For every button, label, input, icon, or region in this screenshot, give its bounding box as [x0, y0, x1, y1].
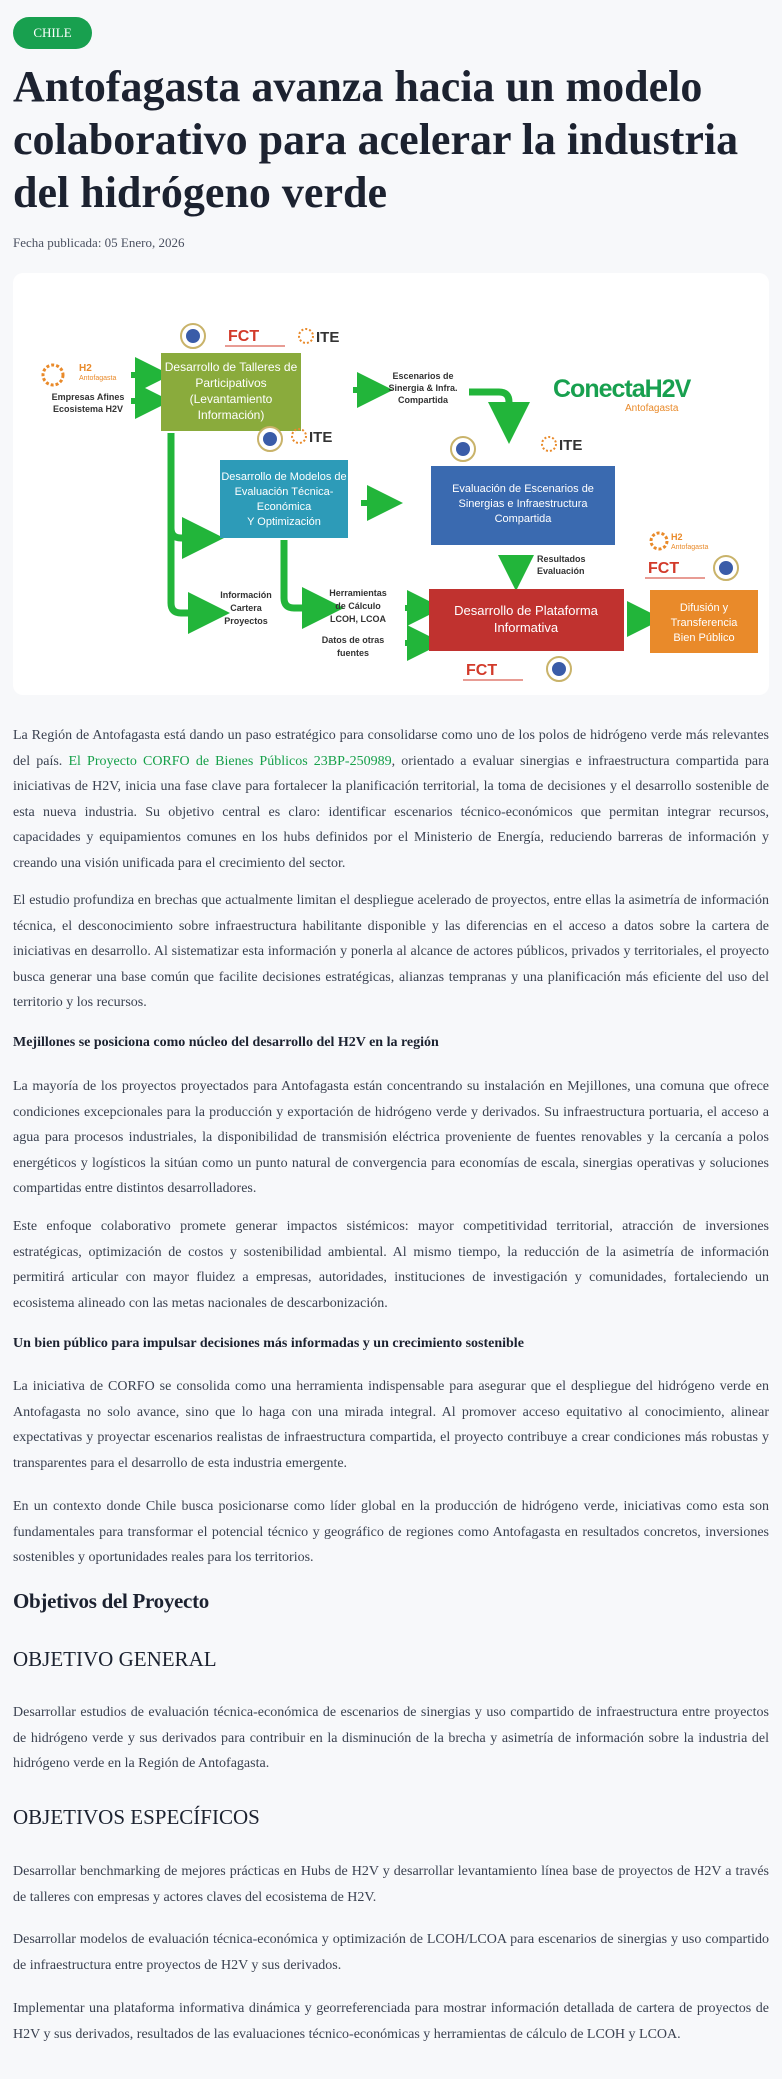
box-talleres — [161, 353, 301, 431]
h2-logo-text: H2 — [79, 363, 92, 374]
herramientas-label-3: LCOH, LCOA — [330, 614, 386, 624]
subheading-bien-publico: Un bien público para impulsar decisiones más informadas y un crecimiento sostenible — [13, 1336, 524, 1351]
svg-text:Económica: Económica — [256, 501, 312, 513]
arrow-talleres-to-info — [171, 433, 203, 538]
datos-label-1: Datos de otras — [321, 635, 385, 645]
paragraph-1 — [13, 723, 769, 876]
svg-text:FCT: FCT — [228, 328, 260, 345]
svg-text:Transferencia: Transferencia — [670, 617, 738, 629]
specific-objective-3: Implementar una plataforma informativa dinámica y georreferenciada para mostrar información detallada de cartera de proyectos de H2V y sus derivados, resultados de las evaluaciones técnico-económicas y herramientas de cálculo de LCOH y LCOA. — [13, 2001, 769, 2042]
svg-text:Participativos: Participativos — [195, 376, 267, 390]
objectives-heading: Objetivos del Proyecto — [13, 1589, 209, 1613]
svg-text:Y Optimización: Y Optimización — [247, 516, 321, 528]
herramientas-label-1: Herramientas — [329, 588, 387, 598]
paragraph-1-rest: , orientado a evaluar sinergias e infraestructura compartida para iniciativas de H2V, inicia una fase clave para fortalecer la planificación territorial, la toma de decisiones y el desarrollo sostenible de esta nueva industria. Su objetivo central es claro: identificar escenarios técnico-económicos que permitan integrar recursos, capacidades y equipamientos comunes en los hubs definidos por el Ministerio de Energía, reduciendo barreras de información y creando una visión unificada para el crecimiento del sector. — [13, 753, 770, 871]
h2-antofagasta-logo-right — [651, 532, 708, 551]
info-label-2: Cartera — [230, 603, 262, 613]
ite-logo-3 — [542, 437, 582, 454]
arrow-escenarios-to-evaluacion — [469, 392, 509, 423]
univ-seal-icon-3 — [451, 437, 475, 461]
arrow-talleres-down — [171, 433, 209, 613]
escenarios-label-1: Escenarios de — [392, 371, 454, 381]
publish-date: Fecha publicada: 05 Enero, 2026 — [13, 235, 185, 250]
svg-text:Compartida: Compartida — [494, 513, 552, 525]
paragraph-3: La mayoría de los proyectos proyectados para Antofagasta están concentrando su instalación en Mejillones, una comuna que ofrece condiciones excepcionales para la producción y exportación de hidrógeno verde y derivados. Su infraestructura portuaria, el acceso a agua para procesos industriales, la disponibilidad de transmisión eléctrica proveniente de fuentes renovables y la cercanía a polos energéticos y logísticos la sitúan como un punto natural de convergencia para economías de escala, sinergias operativas y soluciones compartidas entre distintos desarrolladores. — [13, 1079, 769, 1196]
diagram-svg — [13, 273, 769, 695]
info-label-3: Proyectos — [224, 616, 268, 626]
univ-seal-icon-2 — [258, 427, 282, 451]
box-plataforma — [429, 589, 624, 651]
svg-text:ConectaH2V: ConectaH2V — [553, 375, 691, 403]
svg-text:Antofagasta: Antofagasta — [671, 544, 709, 551]
svg-text:ITE: ITE — [309, 429, 333, 446]
svg-text:Antofagasta: Antofagasta — [625, 403, 679, 414]
escenarios-label-2: Sinergia & Infra. — [388, 383, 458, 393]
svg-text:Informativa: Informativa — [493, 620, 559, 635]
svg-text:Evaluación Técnica-: Evaluación Técnica- — [234, 486, 334, 498]
fct-logo-3 — [645, 560, 705, 578]
svg-text:Difusión y: Difusión y — [679, 602, 729, 614]
svg-text:Desarrollo de Plataforma: Desarrollo de Plataforma — [454, 603, 598, 618]
paragraph-1-intro: La Región de Antofagasta está dando un paso estratégico para consolidarse como uno de los polos de hidrógeno verde más relevantes del país. — [13, 728, 769, 769]
paragraph-5: La iniciativa de CORFO se consolida como una herramienta indispensable para asegurar que el despliegue del hidrógeno verde en Antofagasta no solo avance, sino que lo haga con una mirada integral. Al promover acceso equitativo al conocimiento, alinear expectativas y proyectar escenarios realistas de infraestructura compartida, el proyecto contribuye a crear condiciones más robustas y transparentes para el desarrollo de esta industria emergente. — [13, 1379, 769, 1471]
svg-text:(Levantamiento: (Levantamiento — [189, 392, 273, 406]
specific-objective-2: Desarrollar modelos de evaluación técnica-económica y optimización de LCOH/LCOA para escenarios de sinergias y uso compartido de infraestructura entre proyectos de H2V y sus derivados. — [13, 1932, 769, 1973]
svg-text:ITE: ITE — [559, 437, 583, 454]
svg-text:Desarrollo de Modelos de: Desarrollo de Modelos de — [221, 471, 347, 483]
h2-antofagasta-logo-left — [43, 363, 116, 385]
subheading-mejillones: Mejillones se posiciona como núcleo del desarrollo del H2V en la región — [13, 1035, 439, 1050]
univ-seal-icon-5 — [714, 556, 738, 580]
companies-label-1: Empresas Afines — [51, 392, 125, 402]
svg-text:Evaluación de Escenarios de: Evaluación de Escenarios de — [452, 483, 594, 495]
svg-text:Sinergias e Infraestructura: Sinergias e Infraestructura — [458, 498, 588, 510]
svg-text:Bien Público: Bien Público — [673, 632, 735, 644]
article-title: Antofagasta avanza hacia un modelo colaborativo para acelerar la industria del hidrógeno verde — [13, 62, 739, 217]
svg-text:ITE: ITE — [316, 329, 340, 346]
box-evaluacion — [431, 466, 615, 545]
paragraph-4: Este enfoque colaborativo promete generar impactos sistémicos: mayor competitividad territorial, atracción de inversiones estratégicas, optimización de costos y sostenibilidad ambiental. Al mismo tiempo, la reducción de la asimetría de información permitirá articular con mayor fluidez a empresas, autoridades, instituciones de investigación y comunidades, fortaleciendo un ecosistema alineado con las metas nacionales de descarbonización. — [13, 1219, 769, 1311]
paragraph-2: El estudio profundiza en brechas que actualmente limitan el despliegue acelerado de proyectos, entre ellas la asimetría de información técnica, el desconocimiento sobre infraestructura habilitante disponible y las diferencias en el acceso a datos sobre la cartera de iniciativas en desarrollo. Al sistematizar esta información y ponerla al alcance de actores públicos, privados y territoriales, el proyecto busca generar una base común que facilite decisiones estratégicas, alianzas tempranas y una planificación más eficiente del uso del territorio y los recursos. — [13, 893, 769, 1010]
info-label-1: Información — [220, 590, 272, 600]
univ-seal-icon-4 — [547, 657, 571, 681]
specific-objective-1: Desarrollar benchmarking de mejores prácticas en Hubs de H2V y desarrollar levantamiento línea base de proyectos de H2V a través de talleres con empresas y actores claves del ecosistema de H2V. — [13, 1864, 769, 1905]
fct-logo-1 — [225, 328, 285, 346]
project-flow-diagram — [13, 273, 769, 695]
box-modelos — [220, 460, 348, 538]
h2-logo-sub: Antofagasta — [79, 375, 117, 382]
general-objective-text: Desarrollar estudios de evaluación técnica-económica de escenarios de sinergias y uso compartido de infraestructura entre proyectos de hidrógeno verde y sus derivados para contribuir en la disminución de la brecha y asimetría de información sobre la industria del hidrógeno verde en la Región de Antofagasta. — [13, 1705, 769, 1771]
resultados-label-2: Evaluación — [537, 566, 585, 576]
specific-objectives-heading: OBJETIVOS ESPECÍFICOS — [13, 1805, 260, 1829]
corfo-project-link[interactable]: El Proyecto CORFO de Bienes Públicos 23BP-250989 — [68, 753, 392, 769]
univ-seal-icon-1 — [181, 324, 205, 348]
escenarios-label-3: Compartida — [397, 395, 449, 405]
datos-label-2: fuentes — [336, 648, 370, 658]
companies-label-2: Ecosistema H2V — [52, 404, 124, 414]
paragraph-6: En un contexto donde Chile busca posicionarse como líder global en la producción de hidrógeno verde, iniciativas como esta son fundamentales para transformar el potencial técnico y geográfico de regiones como Antofagasta en resultados concretos, inversiones sostenibles y oportunidades reales para los territorios. — [13, 1499, 769, 1565]
conecta-h2v-logo — [553, 375, 692, 414]
fct-logo-2 — [463, 662, 523, 680]
svg-text:Desarrollo de Talleres de: Desarrollo de Talleres de — [164, 360, 298, 374]
general-objective-heading: OBJETIVO GENERAL — [13, 1647, 217, 1671]
svg-text:FCT: FCT — [648, 560, 680, 577]
resultados-label-1: Resultados — [537, 554, 586, 564]
svg-text:H2: H2 — [671, 532, 683, 542]
ite-logo-1 — [299, 329, 339, 346]
svg-text:Información): Información) — [197, 408, 265, 422]
svg-text:FCT: FCT — [466, 662, 498, 679]
ite-logo-2 — [292, 429, 332, 446]
category-tag[interactable]: CHILE — [13, 17, 92, 49]
box-difusion — [650, 590, 758, 653]
herramientas-label-2: de Cálculo — [335, 601, 381, 611]
arrow-modelos-to-herramientas — [284, 540, 323, 608]
